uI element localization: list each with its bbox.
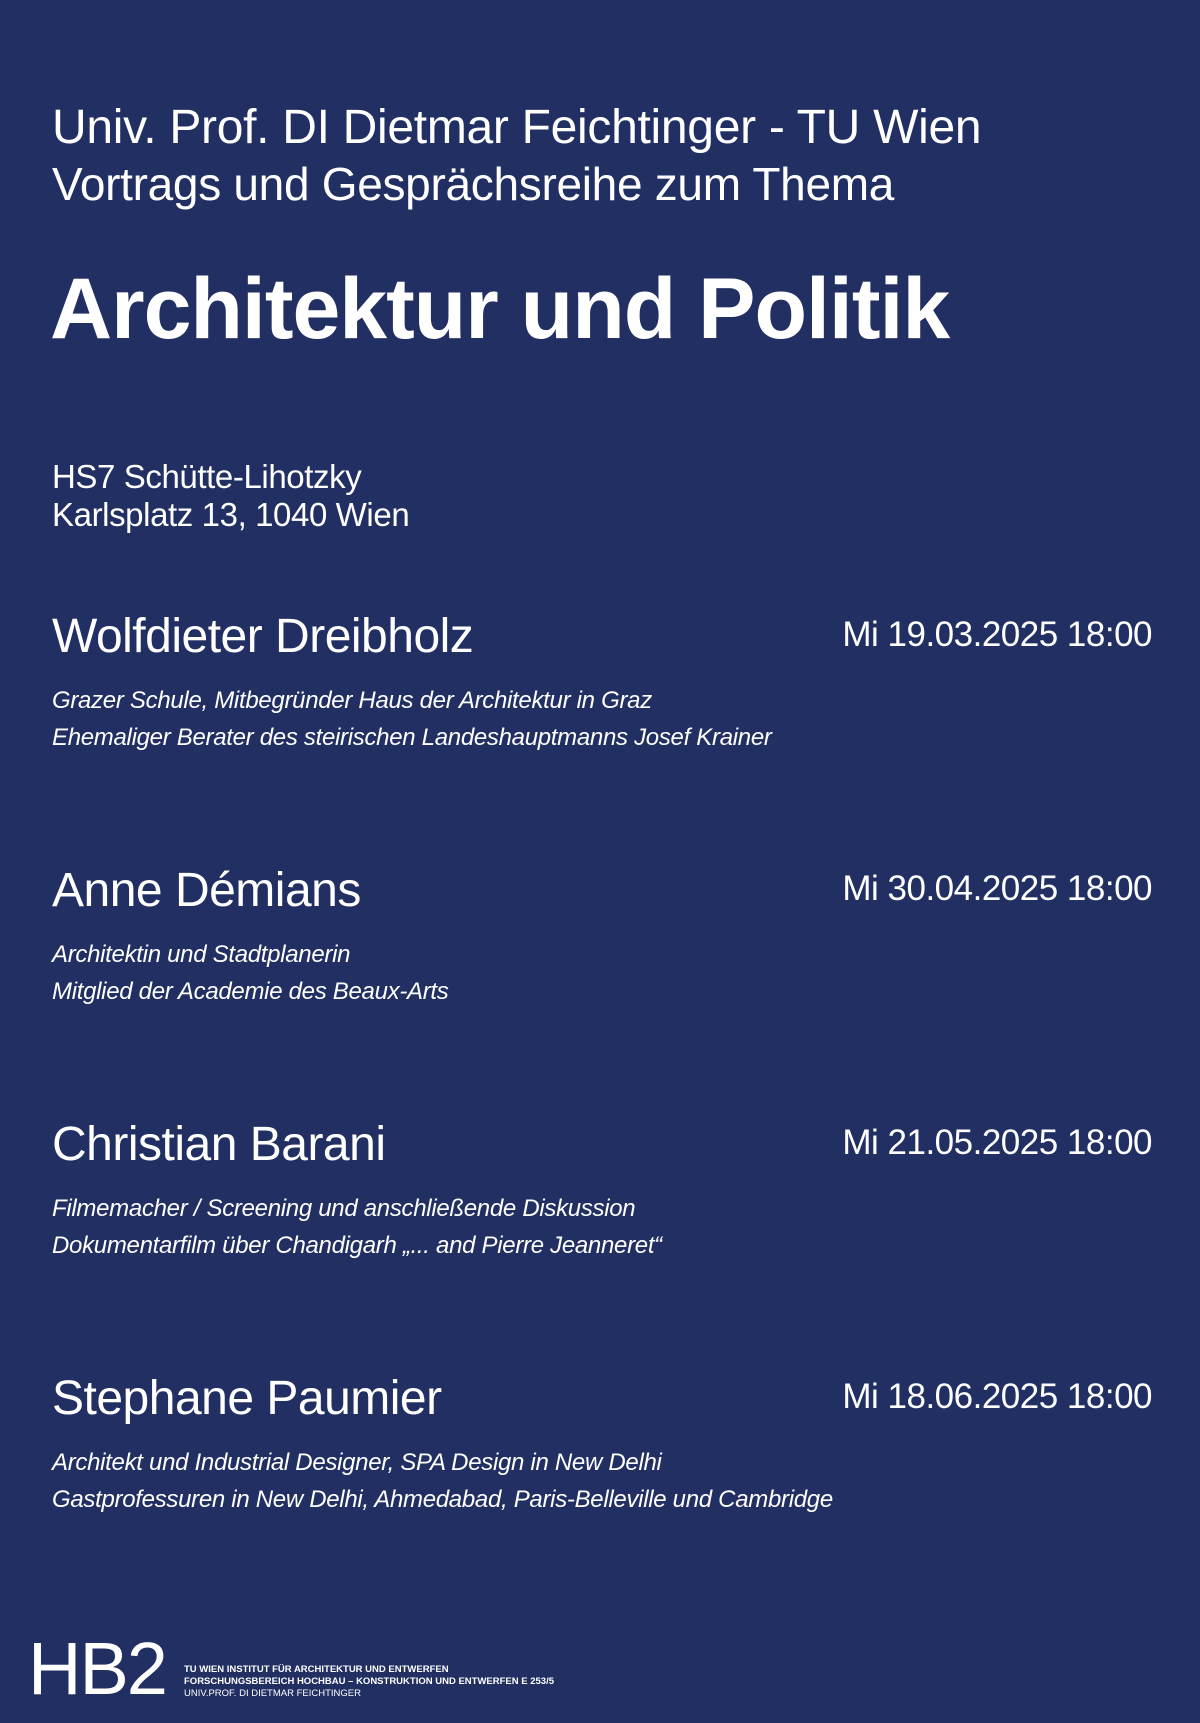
speaker-name: Wolfdieter Dreibholz [52,610,474,663]
description-line: Dokumentarfilm über Chandigarh „... and Pierre Jeanneret“ [52,1232,662,1259]
venue-address: Karlsplatz 13, 1040 Wien [52,496,410,533]
speaker-description [52,682,772,756]
description-line: Architektin und Stadtplanerin [52,941,351,968]
venue [52,458,409,534]
header-series: Vortrags und Gesprächsreihe zum Thema [52,158,895,210]
speaker-name: Anne Démians [52,864,361,917]
event-date: Mi 18.06.2025 18:00 [842,1377,1152,1416]
speaker-description [52,936,449,1010]
description-line: Architekt und Industrial Designer, SPA Design in New Delhi [52,1449,662,1476]
event-date: Mi 21.05.2025 18:00 [842,1123,1152,1162]
speaker-description [52,1190,662,1264]
department-line: FORSCHUNGSBEREICH HOCHBAU – KONSTRUKTION UND ENTWERFEN E 253/5 [184,1676,555,1687]
speaker-name: Stephane Paumier [52,1372,442,1425]
venue-room: HS7 Schütte-Lihotzky [52,458,362,495]
event-date: Mi 30.04.2025 18:00 [842,869,1152,908]
description-line: Mitglied der Academie des Beaux-Arts [52,978,449,1005]
event-item [52,1370,1152,1530]
page-title: Architektur und Politik [50,261,950,357]
description-line: Gastprofessuren in New Delhi, Ahmedabad, Paris-Belleville und Cambridge [52,1486,833,1513]
description-line: Ehemaliger Berater des steirischen Landeshauptmanns Josef Krainer [52,724,772,751]
institute-line: TU WIEN INSTITUT FÜR ARCHITEKTUR UND ENTWERFEN [184,1664,449,1675]
event-item [52,862,1152,1022]
hb2-logo: HB2 [28,1627,166,1710]
speaker-description [52,1444,833,1518]
event-date: Mi 19.03.2025 18:00 [842,615,1152,654]
professor-line: UNIV.PROF. DI DIETMAR FEICHTINGER [184,1688,361,1699]
speaker-name: Christian Barani [52,1118,386,1171]
institute-info [184,1664,554,1700]
description-line: Grazer Schule, Mitbegründer Haus der Architektur in Graz [52,687,652,714]
event-item [52,1116,1152,1276]
event-item [52,608,1152,768]
header-organizer: Univ. Prof. DI Dietmar Feichtinger - TU Wien [52,101,982,154]
description-line: Filmemacher / Screening und anschließende Diskussion [52,1195,636,1222]
